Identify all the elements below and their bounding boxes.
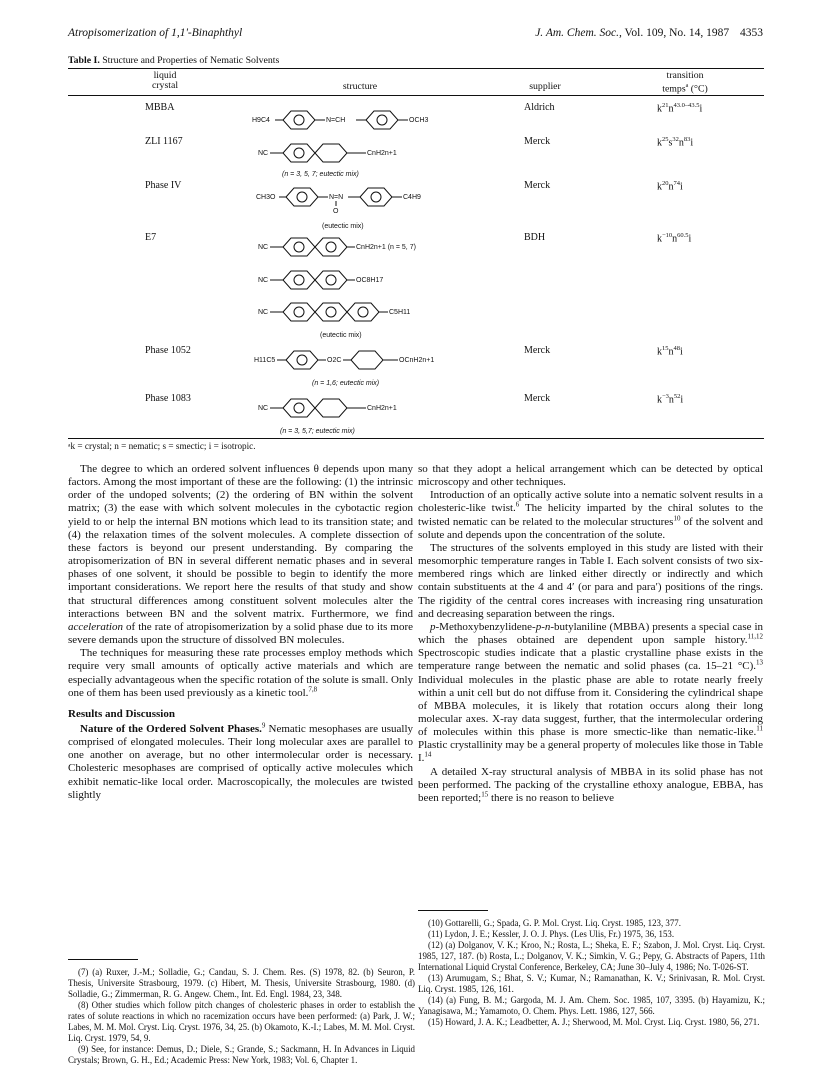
running-title: Atropisomerization of 1,1'-Binaphthyl (68, 27, 243, 39)
svg-text:C4H9: C4H9 (403, 194, 421, 201)
paragraph: Introduction of an optically active solute into a nematic solvent results in a cholesteric-like twist.$^6$ The helicity imparted by the chiral solutes to the twisted nematic can be related to the molecular structures$^{10}$ of the solvent and solute and depends upon the concentration of the solute. (418, 489, 763, 541)
row-name-e7: E7 (145, 232, 157, 243)
reference-item: (14) (a) Fung, B. M.; Gargoda, M. J. Am. Chem. Soc. 1985, 107, 3395. (b) Hayamizu, K.; Yanagisawa, M.; Yamamoto, O. Chem. Phys. Lett. 1986, 127, 566. (418, 995, 765, 1016)
structure-zli1167 (250, 136, 500, 180)
svg-text:CnH2n+1: CnH2n+1 (367, 150, 397, 157)
svg-text:N=N: N=N (329, 194, 344, 201)
paragraph: The degree to which an ordered solvent influences θ depends upon many factors. Among the most important of these are the following: (1) the intrinsic order of the undoped solvents; (2) the ordering of BN within the solvent matrix; (3) the ease with which solvent molecules in the cybotactic region yield to or help the internal BN motions which lead to its transition state; and (4) the relaxation times of the solvent molecules. A complete dissection of these factors is beyond our present understanding. By comparing the atropisomerization of BN in several different nematic phases and in several phases of one solvent, it should be possible to begin to identify the more important considerations. We report here the results of that study and show that structural differences among constituent solvent molecules alter the interactions between BN and the solvent matrix. Furthermore, we find acceleration of the rate of atropisomerization by a solid phase due to its more severe demands upon the structure of dissolved BN molecules. (68, 463, 413, 647)
svg-text:H11C5: H11C5 (254, 357, 276, 364)
paragraph: The structures of the solvents employed in this study are listed with their mesomorphic temperature ranges in Table I. Each solvent consists of two six-membered rings which are linked either directly or indirectly and which contain substituents at the 4 and 4′ (or para and para′) positions of the rings. The rigidity of the central cores increases with increasing ring unsaturation and decreasing separation between the rings. (418, 541, 763, 620)
reference-item: (12) (a) Dolganov, V. K.; Kroo, N.; Rosta, L.; Sheka, E. F.; Szabon, J. Mol. Cryst. Liq. Cryst. 1985, 127, 187. (b) Rosta, L.; Dolganov, V. K.; Simkin, V. G.; Pepy, G. Abstracts of Papers, 11th International Liquid Crystal Conference, Berkeley, CA; June 30–July 4, 1986; No. T-026-ST. (418, 940, 765, 972)
reference-item: (13) Arumugam, S.; Bhat, S. V.; Kumar, N.; Ramanathan, K. V.; Srinivasan, R. Mol. Cryst. Liq. Cryst. 1985, 126, 161. (418, 973, 765, 994)
svg-text:NC: NC (258, 244, 269, 251)
journal-citation (535, 27, 763, 39)
footnote-rule-left (68, 959, 138, 960)
left-column (68, 463, 413, 802)
row-name-mbba: MBBA (145, 102, 175, 113)
reference-item: (8) Other studies which follow pitch changes of cholesteric phases in order to establish the rates of solute reactions in which no racemization occurs have been performed: (a) Park, J. W.; Labes, M. M. Mol. Cryst. Liq. Cryst. 1976, 34, 25. (b) Okamoto, K.-I.; Labes, M. M. Mol. Cryst. Liq. Cryst. 1979, 54, 9. (68, 1000, 415, 1043)
references-right (418, 918, 765, 1028)
supplier-phase-1052: Merck (524, 345, 551, 356)
table-header-rule (68, 95, 764, 96)
structure-phase-iv (250, 180, 500, 232)
reference-item: (9) See, for instance: Demus, D.; Diele, S.; Grande, S.; Sackmann, H. In Advances in Liquid Crystals; Brown, G. H., Ed.; Academic Press: New York, 1983; Vol. 6, Chapter 1. (68, 1044, 415, 1065)
supplier-phase-iv: Merck (524, 180, 551, 191)
paragraph: The techniques for measuring these rate processes employ methods which require very small amounts of optically active materials and which are especially advantageous when the specific rotation of the solute is small. Only one of them has been used previously as a kinetic tool.$^{7,8}$ (68, 647, 413, 699)
svg-text:NC: NC (258, 277, 269, 284)
row-name-phase-iv: Phase IV (145, 180, 182, 191)
svg-text:NC: NC (258, 405, 269, 412)
temps-phase-iv: $k^{20}n^{74}i$ (657, 180, 683, 193)
subsection-heading: Nature of the Ordered Solvent Phases. (80, 722, 262, 735)
reference-item: (15) Howard, J. A. K.; Leadbetter, A. J.; Sherwood, M. Mol. Cryst. Liq. Cryst. 1980, 56, 271. (428, 1017, 760, 1027)
svg-text:OCH3: OCH3 (409, 117, 429, 124)
table-caption (68, 55, 279, 66)
svg-text:OCnH2n+1: OCnH2n+1 (399, 357, 435, 364)
svg-text:O: O (333, 208, 339, 215)
svg-text:CnH2n+1: CnH2n+1 (367, 405, 397, 412)
supplier-mbba: Aldrich (524, 102, 555, 113)
table-bottom-rule (68, 438, 764, 439)
structure-mbba (250, 103, 500, 133)
paragraph: Nature of the Ordered Solvent Phases.$^9$ Nematic mesophases are usually comprised of elongated molecules. Their long molecular axes are parallel to one another on average, but no other intermolecular order is necessary. Cholesteric mesophases are comprised of optically active molecules which exhibit nematic-like local order. Macroscopically, the molecules are twisted slightly (68, 721, 413, 801)
paragraph: so that they adopt a helical arrangement which can be detected by optical microscopy and other techniques. (418, 463, 763, 489)
svg-text:(eutectic mix): (eutectic mix) (320, 332, 362, 339)
structure-phase-1083 (250, 391, 500, 437)
header-structure: structure (342, 81, 378, 92)
svg-text:CH3O: CH3O (256, 194, 276, 201)
row-name-zli1167: ZLI 1167 (145, 136, 183, 147)
temps-phase-1083: $k^{-3}n^{52}i$ (657, 393, 684, 406)
temps-phase-1052: $k^{15}n^{48}i$ (657, 345, 683, 358)
paragraph: p-Methoxybenzylidene-p-n-butylaniline (MBBA) presents a special case in which the phases obtained are dependent upon sample history.$^{11,12}$ Spectroscopic studies indicate that a plastic crystalline phase exists in the temperature range between the nematic and solid phases (ca. 15–21 °C).$^{13}$ Individual molecules in the plastic phase are able to rotate nearly freely within a unit cell but do not diffuse from it. Considering the cylindrical shape of MBBA molecules, it is likely that rotation occurs along their long molecular axes. X-ray data suggest, further, that the intermolecular ordering of molecules within this phase is more smectic-like than nematic-like.$^{11}$ Plastic crystallinity may be a general property of molecules like those in Table I.$^{14}$ (418, 620, 763, 765)
svg-text:C5H11: C5H11 (389, 309, 411, 316)
reference-item: (11) Lydon, J. E.; Kessler, J. O. J. Phys. (Les Ulis, Fr.) 1975, 36, 153. (428, 929, 675, 939)
structure-e7 (250, 230, 500, 342)
temps-mbba: $k^{21}n^{43.0-43.5}i$ (657, 102, 703, 115)
table-footnote: ᵃk = crystal; n = nematic; s = smectic; i = isotropic. (68, 441, 256, 451)
svg-text:(n = 3, 5, 7; eutectic mix): (n = 3, 5, 7; eutectic mix) (282, 171, 359, 178)
reference-item: (7) (a) Ruxer, J.-M.; Solladie, G.; Candau, S. J. Chem. Res. (S) 1978, 82. (b) Seuron, P. Thesis, Universite Strasbourg, 1979. (c) Hibert, M. Thesis, Universite Strasbourg, 1980. (d) Solladie, G.; Zimmerman, R. G. Angew. Chem., Int. Ed. Engl. 1984, 23, 348. (68, 967, 415, 999)
right-column (418, 463, 763, 805)
header-supplier: supplier (529, 81, 561, 92)
row-name-phase-1052: Phase 1052 (145, 345, 191, 356)
svg-text:(n = 1,6; eutectic mix): (n = 1,6; eutectic mix) (312, 380, 380, 387)
table-caption-text: Structure and Properties of Nematic Solvents (102, 55, 280, 66)
header-transition-temps: transition temps$^a$ (°C) (662, 70, 708, 95)
structure-phase-1052 (250, 343, 500, 389)
svg-text:(n = 3, 5,7; eutectic mix): (n = 3, 5,7; eutectic mix) (280, 428, 355, 435)
table-label: Table I. (68, 55, 100, 66)
footnote-rule-right (418, 910, 488, 911)
page-number: 4353 (740, 27, 763, 39)
svg-text:NC: NC (258, 309, 269, 316)
table-top-rule (68, 68, 764, 69)
svg-text:CnH2n+1 (n = 5, 7): CnH2n+1 (n = 5, 7) (356, 244, 416, 251)
svg-text:OC8H17: OC8H17 (356, 277, 384, 284)
volume-issue: Vol. 109, No. 14, 1987 (624, 27, 730, 39)
reference-item: (10) Gottarelli, G.; Spada, G. P. Mol. Cryst. Liq. Cryst. 1985, 123, 377. (428, 918, 681, 928)
references-left (68, 967, 415, 1066)
svg-text:O2C: O2C (327, 357, 342, 364)
row-name-phase-1083: Phase 1083 (145, 393, 191, 404)
temps-e7: $k^{-10}n^{60.5}i$ (657, 232, 692, 245)
journal-name: J. Am. Chem. Soc., (535, 27, 622, 39)
paragraph: A detailed X-ray structural analysis of MBBA in its solid phase has not been performed. The packing of the crystalline ethoxy analogue, EBBA, has been reported;$^{15}$ there is no reason to believe (418, 765, 763, 804)
temps-zli1167: $k^{25}s^{32}n^{83}i$ (657, 136, 694, 149)
header-liquid-crystal: liquid crystal (151, 70, 179, 91)
svg-text:N=CH: N=CH (326, 117, 346, 124)
supplier-phase-1083: Merck (524, 393, 551, 404)
section-heading: Results and Discussion (68, 707, 175, 720)
svg-text:NC: NC (258, 150, 269, 157)
supplier-zli1167: Merck (524, 136, 551, 147)
supplier-e7: BDH (524, 232, 546, 243)
svg-text:(eutectic mix): (eutectic mix) (322, 223, 364, 230)
svg-text:H9C4: H9C4 (252, 117, 270, 124)
